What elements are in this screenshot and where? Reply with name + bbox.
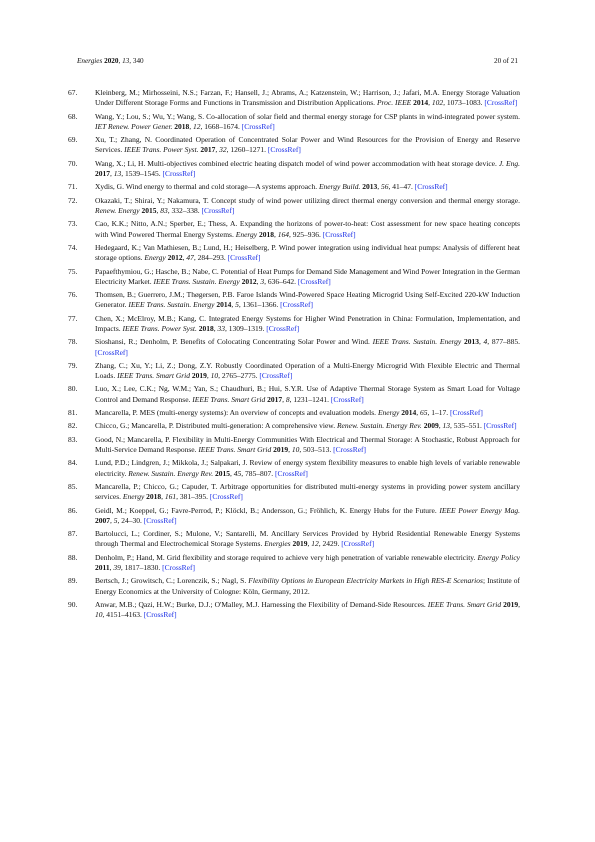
reference-number: 86. (68, 505, 78, 515)
reference-item (60, 159, 520, 180)
reference-authors-title: Luo, X.; Lee, C.K.; Ng, W.M.; Yan, S.; Chaudhuri, B.; Hui, S.Y.R. Use of Adaptive Thermal Storage System as Smart Load for Voltage Control and Demand Response. (95, 384, 520, 404)
reference-pages: 381–395. (179, 492, 209, 502)
reference-pages: 503–513. (303, 445, 332, 454)
reference-pages: 636–642. (267, 276, 296, 286)
reference-year: 2019 (292, 539, 308, 549)
crossref-link[interactable]: [CrossRef] (266, 323, 300, 333)
crossref-link[interactable]: [CrossRef] (297, 276, 331, 286)
reference-text: Thomsen, B.; Guerrero, J.M.; Thøgersen, P.B. Faroe Islands Wind-Powered Space Heating Microgrid Using Self-Excited 220-kW Induction Generator. IEEE Trans. Sustain. Energy 2014, 5, 1361–1366. [CrossRef] (95, 290, 520, 310)
reference-volume: 161 (164, 492, 177, 502)
reference-year: 2018 (198, 323, 214, 333)
reference-number: 81. (68, 408, 78, 418)
reference-year: 2013 (362, 182, 378, 192)
reference-book-title: Flexibility Options in European Electricity Markets in High RES-E Scenarios (248, 576, 483, 586)
reference-item (60, 435, 520, 456)
reference-number: 67. (68, 88, 78, 97)
reference-authors-title: Denholm, P.; Hand, M. Grid flexibility and storage required to achieve very high penetration of variable renewable electricity. (95, 552, 476, 562)
reference-year: 2009 (423, 421, 439, 431)
reference-year: 2018 (146, 492, 162, 502)
reference-text: Cao, K.K.; Nitto, A.N.; Sperber, E.; Thess, A. Expanding the horizons of power-to-heat: Cost assessment for new space heating concepts with Wind Powered Thermal Energy Systems. Energy 2018, 164, 925–936. [CrossRef] (95, 219, 520, 239)
reference-year: 2019 (191, 371, 207, 381)
crossref-link[interactable]: [CrossRef] (259, 371, 293, 381)
reference-year: 2019 (273, 445, 289, 454)
reference-journal: IEEE Trans. Power Syst. (124, 145, 199, 155)
reference-item (60, 112, 520, 133)
reference-journal: Energy Policy (477, 552, 520, 562)
reference-text: Xu, T.; Zhang, N. Coordinated Operation of Concentrated Solar Power and Wind Resources for the Provision of Energy and Reserve Services. IEEE Trans. Power Syst. 2017, 32, 1260–1271. [CrossRef] (95, 135, 520, 155)
reference-authors-title: Mancarella, P. MES (multi-energy systems): An overview of concepts and evaluation models. (95, 408, 377, 418)
reference-authors-title: Hedegaard, K.; Van Mathiesen, B.; Lund, H.; Heiselberg, P. Wind power integration using individual heat pumps: Analysis of different heat storage options. (95, 242, 520, 263)
reference-journal: Proc. IEEE (376, 98, 412, 108)
reference-journal: Renew. Sustain. Energy Rev. (128, 468, 214, 478)
reference-volume: 102 (431, 98, 444, 108)
crossref-link[interactable]: [CrossRef] (333, 445, 367, 454)
reference-pages: 1231–1241. (293, 394, 329, 404)
reference-volume: 65 (419, 408, 428, 418)
reference-journal: Renew. Sustain. Energy Rev. (336, 421, 422, 431)
reference-journal: IEEE Trans. Power Syst. (122, 323, 197, 333)
reference-year: 2019 (503, 599, 519, 609)
reference-volume: 8 (285, 394, 290, 404)
reference-text: Lund, P.D.; Lindgren, J.; Mikkola, J.; Salpakari, J. Review of energy system flexibility measures to enable high levels of variable renewable electricity. Renew. Sustain. Energy Rev. 2015, 45, 785–807. [CrossRef] (95, 458, 520, 478)
reference-authors-title: Bertsch, J.; Growitsch, C.; Lorenczik, S.; Nagl, S. (95, 576, 247, 586)
reference-number: 83. (68, 434, 78, 444)
reference-text: Xydis, G. Wind energy to thermal and cold storage—A systems approach. Energy Build. 2013, 56, 41–47. [CrossRef] (95, 182, 448, 192)
reference-text: Luo, X.; Lee, C.K.; Ng, W.M.; Yan, S.; Chaudhuri, B.; Hui, S.Y.R. Use of Adaptive Thermal Storage System as Smart Load for Voltage Control and Demand Response. IEEE Trans. Smart Grid 2017, 8, 1231–1241. [CrossRef] (95, 384, 520, 404)
reference-year: 2014 (401, 408, 417, 418)
reference-number: 74. (68, 242, 78, 252)
reference-item (60, 135, 520, 156)
reference-pages: 1668–1674. (204, 121, 240, 131)
reference-volume: 13 (113, 169, 122, 179)
reference-journal: IEEE Trans. Smart Grid (198, 445, 272, 454)
reference-journal: IEEE Trans. Smart Grid (192, 394, 266, 404)
reference-volume: 5 (113, 515, 118, 525)
journal-volume: 13 (122, 57, 130, 65)
reference-number: 85. (68, 481, 78, 491)
reference-item (60, 361, 520, 382)
reference-year: 2014 (413, 98, 429, 108)
reference-year: 2018 (174, 121, 190, 131)
reference-text: Wang, Y.; Lou, S.; Wu, Y.; Wang, S. Co-allocation of solar field and thermal energy storage for CSP plants in wind-integrated power system. IET Renew. Power Gener. 2018, 12, 1668–1674. [CrossRef] (95, 111, 520, 131)
reference-number: 71. (68, 182, 78, 192)
reference-text: Bartolucci, L.; Cordiner, S.; Mulone, V.; Santarelli, M. Ancillary Services Provided by Hybrid Residential Renewable Energy Systems through Thermal and Electrochemical Storage Systems. Energies 2019, 12, 2429. [CrossRef] (95, 529, 520, 549)
reference-item (60, 529, 520, 550)
reference-pages: 1309–1319. (228, 323, 265, 333)
reference-item (60, 576, 520, 597)
reference-number: 89. (68, 576, 78, 586)
reference-pages: 1073–1083. (446, 98, 483, 108)
reference-pages: 24–30. (121, 515, 142, 525)
reference-authors-title: Wang, X.; Li, H. Multi-objectives combined electric heating dispatch model of wind power accommodation with heat storage device. (95, 158, 497, 168)
reference-year: 2018 (259, 229, 274, 239)
reference-number: 77. (68, 313, 78, 323)
reference-volume: 10 (95, 610, 103, 620)
reference-journal: Energy (377, 408, 400, 418)
reference-volume: 13 (442, 421, 450, 431)
reference-text: Sioshansi, R.; Denholm, P. Benefits of Colocating Concentrating Solar Power and Wind. IEEE Trans. Sustain. Energy 2013, 4, 877–885. [CrossRef] (95, 337, 520, 357)
crossref-link[interactable]: [CrossRef] (143, 515, 177, 525)
reference-year: 2013 (463, 337, 479, 347)
reference-volume: 4 (483, 337, 488, 347)
reference-pages: 1–17. (431, 408, 449, 418)
reference-text: Papaefthymiou, G.; Hasche, B.; Nabe, C. Potential of Heat Pumps for Demand Side Management and Wind Power Integration in the German Electricity Market. IEEE Trans. Sustain. Energy 2012, 3, 636–642. [CrossRef] (95, 266, 520, 286)
reference-year: 2017 (200, 145, 216, 155)
reference-volume: 164 (277, 229, 289, 239)
reference-authors-title: Bartolucci, L.; Cordiner, S.; Mulone, V.; Santarelli, M. Ancillary Services Provided by Hybrid Residential Renewable Energy Systems through Thermal and Electrochemical Storage Systems. (95, 529, 520, 549)
reference-pages: 1817–1830. (124, 562, 161, 572)
reference-item (60, 600, 520, 621)
journal-year: 2020 (104, 57, 119, 65)
reference-volume: 56 (380, 182, 389, 192)
reference-text: Mancarella, P.; Chicco, G.; Capuder, T. Arbitrage opportunities for distributed multi-energy systems in providing power system ancillary services. Energy 2018, 161, 381–395. [CrossRef] (95, 481, 520, 502)
reference-item (60, 337, 520, 358)
crossref-link[interactable]: [CrossRef] (267, 145, 301, 155)
reference-item (60, 384, 520, 405)
reference-volume: 39 (113, 562, 121, 572)
reference-number: 79. (68, 360, 78, 370)
reference-authors-title: Anwar, M.B.; Qazi, H.W.; Burke, D.J.; O'Malley, M.J. Harnessing the Flexibility of Demand-Side Resources. (95, 599, 426, 609)
reference-volume: 45 (233, 468, 242, 478)
reference-number: 82. (68, 421, 78, 431)
crossref-link[interactable]: [CrossRef] (330, 394, 364, 404)
reference-year: 2015 (141, 205, 157, 215)
reference-number: 76. (68, 290, 78, 300)
reference-pages: 2765–2775. (221, 371, 258, 381)
reference-item (60, 421, 520, 431)
reference-volume: 10 (291, 445, 300, 454)
crossref-link[interactable]: [CrossRef] (449, 408, 483, 418)
reference-number: 78. (68, 337, 78, 347)
reference-text: Good, N.; Mancarella, P. Flexibility in Multi-Energy Communities With Electrical and Thermal Storage: A Stochastic, Robust Approach for Multi-Service Demand Response. IEEE Trans. Smart Grid 2019, 10, 503–513. [CrossRef] (95, 434, 520, 454)
reference-item (60, 267, 520, 288)
reference-authors-title: Geidl, M.; Koeppel, G.; Favre-Perrod, P.; Klöckl, B.; Andersson, G.; Fröhlich, K. Energy Hubs for the Future. (95, 505, 437, 515)
reference-year: 2011 (95, 562, 110, 572)
reference-number: 90. (68, 599, 78, 609)
reference-text: Denholm, P.; Hand, M. Grid flexibility and storage required to achieve very high penetration of variable renewable electricity. Energy Policy 2011, 39, 1817–1830. [CrossRef] (95, 552, 520, 572)
reference-year: 2014 (216, 300, 232, 310)
reference-text: Chicco, G.; Mancarella, P. Distributed multi-generation: A comprehensive view. Renew. Sustain. Energy Rev. 2009, 13, 535–551. [CrossRef] (95, 421, 517, 431)
reference-item (60, 196, 520, 217)
reference-pages: 284–293. (197, 253, 226, 263)
reference-item (60, 290, 520, 311)
reference-text: Mancarella, P. MES (multi-energy systems): An overview of concepts and evaluation models. Energy 2014, 65, 1–17. [CrossRef] (95, 408, 483, 418)
crossref-link[interactable]: [CrossRef] (162, 562, 196, 572)
reference-volume: 32 (219, 145, 227, 155)
reference-authors-title: Good, N.; Mancarella, P. Flexibility in Multi-Energy Communities With Electrical and Thermal Storage: A Stochastic, Robust Approach for Multi-Service Demand Response. (95, 434, 520, 454)
reference-volume: 12 (311, 539, 319, 549)
reference-year: 2012 (167, 253, 183, 263)
crossref-link[interactable]: [CrossRef] (227, 253, 261, 263)
crossref-link[interactable]: [CrossRef] (143, 610, 177, 620)
reference-authors-title: Sioshansi, R.; Denholm, P. Benefits of Colocating Concentrating Solar Power and Wind. (95, 337, 370, 347)
reference-text: Hedegaard, K.; Van Mathiesen, B.; Lund, H.; Heiselberg, P. Wind power integration using individual heat pumps: Analysis of different heat storage options. Energy 2012, 47, 284–293. [CrossRef] (95, 242, 520, 263)
reference-journal: IEEE Trans. Smart Grid (117, 371, 191, 381)
reference-journal: IEEE Power Energy Mag. (439, 505, 520, 515)
reference-pages: 1260–1271. (230, 145, 267, 155)
reference-year: 2017 (95, 169, 110, 179)
reference-volume: 5 (235, 300, 239, 310)
reference-journal: Renew. Energy (95, 205, 140, 215)
reference-volume: 12 (193, 121, 201, 131)
reference-pages: 1539–1545. (125, 169, 161, 179)
reference-number: 84. (68, 458, 78, 468)
reference-authors-title: Wang, Y.; Lou, S.; Wu, Y.; Wang, S. Co-allocation of solar field and thermal energy storage for CSP plants in wind-integrated power system. (95, 111, 520, 121)
reference-pages: 925–936. (292, 229, 321, 239)
reference-journal: IEEE Trans. Sustain. Energy (128, 300, 215, 310)
reference-item (60, 88, 520, 109)
reference-authors-title: Chicco, G.; Mancarella, P. Distributed multi-generation: A comprehensive view. (95, 421, 336, 431)
journal-citation: Energies 2020, 13, 340 (77, 57, 144, 65)
article-number: 340 (132, 57, 144, 65)
reference-journal: Energy Build. (318, 182, 361, 192)
crossref-link[interactable]: [CrossRef] (162, 169, 196, 179)
reference-item (60, 458, 520, 479)
reference-text: Wang, X.; Li, H. Multi-objectives combined electric heating dispatch model of wind power accommodation with heat storage device. J. Eng. 2017, 13, 1539–1545. [CrossRef] (95, 158, 520, 179)
reference-text: Anwar, M.B.; Qazi, H.W.; Burke, D.J.; O'Malley, M.J. Harnessing the Flexibility of Demand-Side Resources. IEEE Trans. Smart Grid 2019, 10, 4151–4163. [CrossRef] (95, 599, 520, 620)
reference-volume: 33 (217, 323, 225, 333)
reference-authors-title: Chen, X.; McElroy, M.B.; Kang, C. Integrated Energy Systems for Higher Wind Penetration in China: Formulation, Implementation, and Impacts. (95, 313, 520, 333)
reference-number: 69. (68, 135, 78, 145)
reference-authors-title: Lund, P.D.; Lindgren, J.; Mikkola, J.; Salpakari, J. Review of energy system flexibility measures to enable high levels of variable renewable electricity. (95, 458, 520, 478)
reference-pages: 1361–1366. (242, 300, 279, 310)
reference-authors-title: Papaefthymiou, G.; Hasche, B.; Nabe, C. Potential of Heat Pumps for Demand Side Management and Wind Power Integration in the German Electricity Market. (95, 266, 520, 286)
reference-text: Geidl, M.; Koeppel, G.; Favre-Perrod, P.; Klöckl, B.; Andersson, G.; Fröhlich, K. Energy Hubs for the Future. IEEE Power Energy Mag. 2007, 5, 24–30. [CrossRef] (95, 505, 520, 525)
reference-authors-title: Okazaki, T.; Shirai, Y.; Nakamura, T. Concept study of wind power utilizing direct thermal energy conversion and thermal energy storage. (95, 195, 520, 205)
reference-year: 2007 (95, 515, 110, 525)
reference-pages: 4151–4163. (106, 610, 142, 620)
reference-number: 87. (68, 529, 78, 539)
reference-volume: 47 (186, 253, 194, 263)
reference-journal: J. Eng. (498, 158, 520, 168)
reference-authors-title: Cao, K.K.; Nitto, A.N.; Sperber, E.; Thess, A. Expanding the horizons of power-to-heat: Cost assessment for new space heating concepts with Wind Powered Thermal Energy Systems. (95, 219, 520, 239)
reference-pages: 535–551. (453, 421, 482, 431)
reference-number: 75. (68, 266, 78, 276)
page-header (77, 55, 518, 67)
reference-number: 72. (68, 195, 78, 205)
reference-volume: 83 (160, 205, 168, 215)
crossref-link[interactable]: [CrossRef] (414, 182, 448, 192)
reference-pages: 2429. (322, 539, 340, 549)
page-number: 20 of 21 (494, 57, 518, 65)
crossref-link[interactable]: [CrossRef] (241, 121, 275, 131)
reference-number: 88. (68, 552, 78, 562)
crossref-link[interactable]: [CrossRef] (274, 468, 308, 478)
reference-volume: 3 (260, 276, 265, 286)
reference-item (60, 553, 520, 574)
crossref-link[interactable]: [CrossRef] (95, 347, 128, 357)
reference-journal: Energies (264, 539, 291, 549)
reference-journal: Energy (144, 253, 166, 263)
reference-authors-title: Mancarella, P.; Chicco, G.; Capuder, T. Arbitrage opportunities for distributed multi-energy systems in providing power system ancillary services. (95, 481, 520, 502)
reference-item (60, 314, 520, 335)
reference-list (60, 88, 520, 624)
reference-authors-title: Thomsen, B.; Guerrero, J.M.; Thøgersen, P.B. Faroe Islands Wind-Powered Space Heating Microgrid Using Self-Excited 220-kW Induction Generator. (95, 290, 520, 310)
reference-item (60, 182, 520, 192)
reference-journal: IEEE Trans. Sustain. Energy (372, 337, 462, 347)
reference-item (60, 219, 520, 240)
reference-number: 70. (68, 158, 78, 168)
crossref-link[interactable]: [CrossRef] (341, 539, 375, 549)
reference-authors-title: Kleinberg, M.; Mirhosseini, N.S.; Farzan, F.; Hansell, J.; Abrams, A.; Katzenstein, W.; Harrison, J.; Jafari, M.A. Energy Storage Valuation Under Different Storage Forms and Functions in Transmission and Distribution Applications. (95, 88, 520, 108)
reference-journal: IET Renew. Power Gener. (95, 121, 173, 131)
crossref-link[interactable]: [CrossRef] (280, 300, 314, 310)
reference-pages: 785–807. (244, 468, 274, 478)
reference-text: Chen, X.; McElroy, M.B.; Kang, C. Integrated Energy Systems for Higher Wind Penetration in China: Formulation, Implementation, and Impacts. IEEE Trans. Power Syst. 2018, 33, 1309–1319. [CrossRef] (95, 313, 520, 333)
reference-text: Zhang, C.; Xu, Y.; Li, Z.; Dong, Z.Y. Robustly Coordinated Operation of a Multi-Energy Microgrid With Flexible Electric and Thermal Loads. IEEE Trans. Smart Grid 2019, 10, 2765–2775. [CrossRef] (95, 360, 520, 381)
reference-journal: IEEE Trans. Sustain. Energy (153, 276, 240, 286)
reference-authors-title: Xydis, G. Wind energy to thermal and cold storage—A systems approach. (95, 182, 318, 192)
crossref-link[interactable]: [CrossRef] (483, 421, 517, 431)
reference-text: Kleinberg, M.; Mirhosseini, N.S.; Farzan, F.; Hansell, J.; Abrams, A.; Katzenstein, W.; Harrison, J.; Jafari, M.A. Energy Storage Valuation Under Different Storage Forms and Functions in Transmission and Distribution Applications. Proc. IEEE 2014, 102, 1073–1083. [CrossRef] (95, 88, 520, 108)
reference-pages: 332–338. (171, 205, 200, 215)
reference-year: 2015 (214, 468, 230, 478)
reference-journal: IEEE Trans. Smart Grid (427, 599, 502, 609)
reference-item (60, 506, 520, 527)
reference-number: 73. (68, 219, 78, 229)
crossref-link[interactable]: [CrossRef] (322, 229, 356, 239)
crossref-link[interactable]: [CrossRef] (201, 205, 235, 215)
reference-journal: Energy (235, 229, 258, 239)
reference-pages: 877–885. (491, 337, 520, 347)
reference-item (60, 482, 520, 503)
reference-authors-title: Zhang, C.; Xu, Y.; Li, Z.; Dong, Z.Y. Robustly Coordinated Operation of a Multi-Energy Microgrid With Flexible Electric and Thermal Loads. (95, 360, 520, 381)
reference-authors-title: Xu, T.; Zhang, N. Coordinated Operation of Concentrated Solar Power and Wind Resources for the Provision of Energy and Reserve Services. (95, 135, 520, 155)
reference-text: Okazaki, T.; Shirai, Y.; Nakamura, T. Concept study of wind power utilizing direct thermal energy conversion and thermal energy storage. Renew. Energy 2015, 83, 332–338. [CrossRef] (95, 195, 520, 215)
reference-journal: Energy (122, 492, 145, 502)
reference-year: 2017 (267, 394, 283, 404)
reference-item (60, 243, 520, 264)
reference-number: 80. (68, 384, 78, 394)
reference-text (95, 576, 520, 597)
reference-number: 68. (68, 111, 78, 121)
reference-year: 2012 (241, 276, 257, 286)
crossref-link[interactable]: [CrossRef] (209, 492, 243, 502)
reference-volume: 10 (210, 371, 219, 381)
reference-pages: 41–47. (392, 182, 413, 192)
reference-item (60, 408, 520, 418)
crossref-link[interactable]: [CrossRef] (484, 98, 518, 108)
reference-publisher: ; Institute of Energy Economics at the University of Cologne: Köln, Germany, 2012. (95, 576, 521, 596)
journal-name: Energies (77, 57, 103, 65)
